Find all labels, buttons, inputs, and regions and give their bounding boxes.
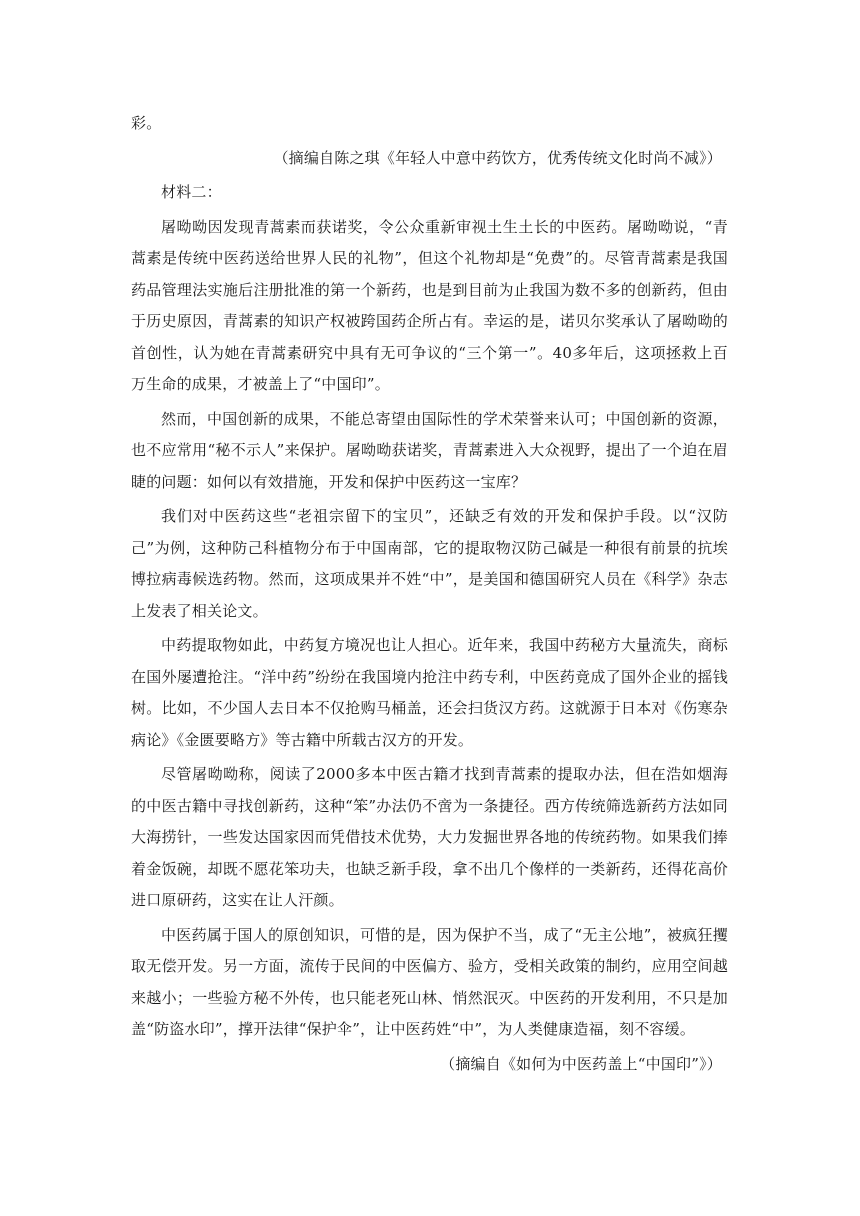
paragraph-2: 然而，中国创新的成果，不能总寄望由国际性的学术荣誉来认可；中国创新的资源，也不应常用“秘不示人”来保护。屠呦呦获诺奖，青蒿素进入大众视野，提出了一个迫在眉睫的问题：如何以有效措施，开发和保护中医药这一宝库？ <box>131 409 728 491</box>
paragraph-5: 尽管屠呦呦称，阅读了2000多本中医古籍才找到青蒿素的提取办法，但在浩如烟海的中医古籍中寻找创新药，这种“笨”办法仍不啻为一条捷径。西方传统筛选新药方法如同大海捞针，一些发达国家因而凭借技术优势，大力发掘世界各地的传统药物。如果我们捧着金饭碗，却既不愿花笨功夫，也缺乏新手段，拿不出几个像样的一类新药，还得花高价进口原研药，这实在让人汗颜。 <box>131 765 728 909</box>
source-citation-1: （摘编自陈之琪《年轻人中意中药饮方，优秀传统文化时尚不减》） <box>273 148 722 167</box>
lead-fragment: 彩。 <box>131 114 162 132</box>
material-2-label: 材料二： <box>161 183 222 201</box>
paragraph-3: 我们对中医药这些“老祖宗留下的宝贝”，还缺乏有效的开发和保护手段。以“汉防己”为例，这种防己科植物分布于中国南部，它的提取物汉防己碱是一种很有前景的抗埃博拉病毒候选药物。然而，这项成果并不姓“中”，是美国和德国研究人员在《科学》杂志上发表了相关论文。 <box>131 507 728 620</box>
document-body <box>131 108 728 1080</box>
paragraph-1: 屠呦呦因发现青蒿素而获诺奖，令公众重新审视土生土长的中医药。屠呦呦说，“青蒿素是传统中医药送给世界人民的礼物”，但这个礼物却是“免费”的。尽管青蒿素是我国药品管理法实施后注册批准的第一个新药，也是到目前为止我国为数不多的创新药，但由于历史原因，青蒿素的知识产权被跨国药企所占有。幸运的是，诺贝尔奖承认了屠呦呦的首创性，认为她在青蒿素研究中具有无可争议的“三个第一”。40多年后，这项拯救上百万生命的成果，才被盖上了“中国印”。 <box>131 217 728 393</box>
paragraph-6: 中医药属于国人的原创知识，可惜的是，因为保护不当，成了“无主公地”，被疯狂攫取无偿开发。另一方面，流传于民间的中医偏方、验方，受相关政策的制约，应用空间越来越小；一些验方秘不外传，也只能老死山林、悄然泯灭。中医药的开发利用，不只是加盖“防盗水印”，撑开法律“保护伞”，让中医药姓“中”，为人类健康造福，刻不容缓。 <box>131 925 728 1038</box>
paragraph-4: 中药提取物如此，中药复方境况也让人担心。近年来，我国中药秘方大量流失，商标在国外屡遭抢注。“洋中药”纷纷在我国境内抢注中药专利，中医药竟成了国外企业的摇钱树。比如，不少国人去日本不仅抢购马桶盖，还会扫货汉方药。这就源于日本对《伤寒杂病论》《金匮要略方》等古籍中所载古汉方的开发。 <box>131 636 728 749</box>
source-citation-2: （摘编自《如何为中医药盖上“中国印”》） <box>440 1054 722 1073</box>
